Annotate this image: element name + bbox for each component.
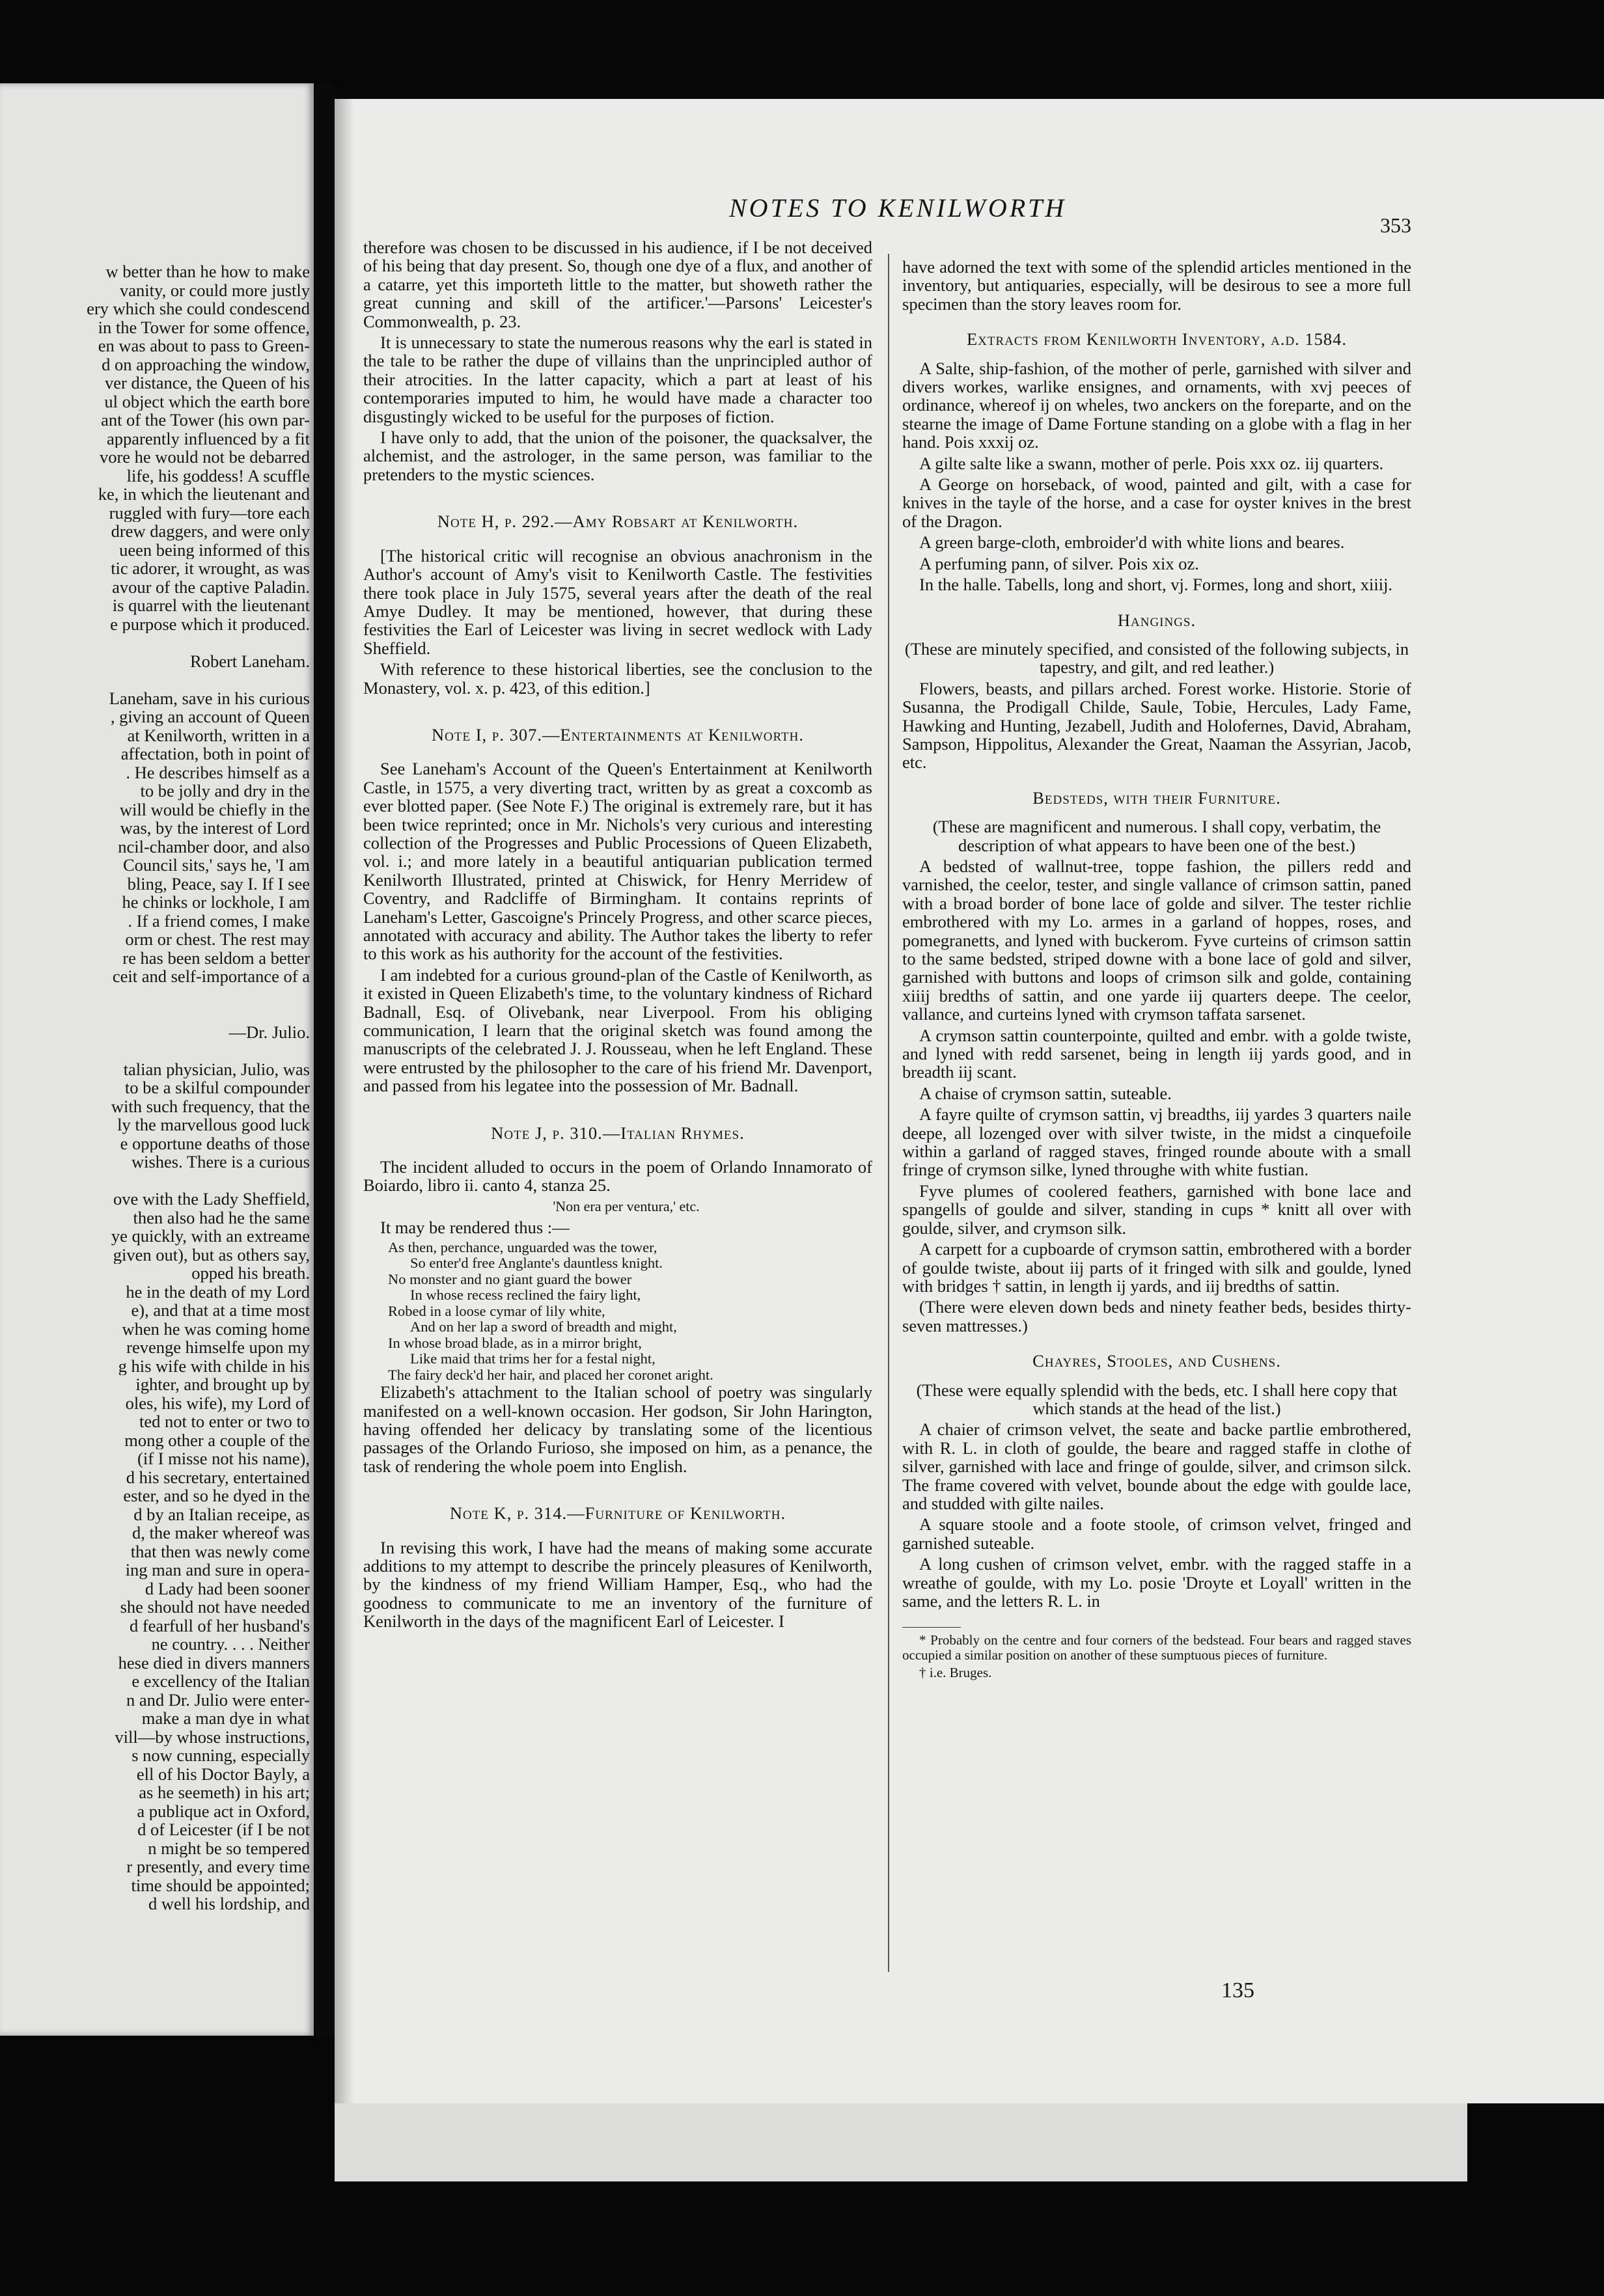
item-flowers: Flowers, beasts, and pillars arched. Forest worke. Historie. Storie of Susanna, the Prodigall Childe, Saule, Tobie, Hercules, Lady Fame, Hawking and Hunting, Jezabell, Judith and Holofernes, David, Abraham, Sampson, Hippolitus, Alexander the Great, Naaman the Assyrian, Jacob, etc.: [902, 678, 1411, 772]
left-page-line: ceit and self-importance of a: [112, 967, 310, 986]
left-page-line: talian physician, Julio, was: [123, 1059, 310, 1078]
heading-note-h: Note H, p. 292.—Amy Robsart at Kenilworth.: [437, 512, 799, 532]
left-page-line: [0, 633, 314, 652]
paragraph-intro: therefore was chosen to be discussed in his audience, if I be not deceived of his being that day present. So, though one dye of a flux, and another of a catarre, yet this importeth little to the matter, but showeth rather the great cunning and skill of the artificer.'—Parsons' Leicester's Commonwealth, p. 23.: [363, 238, 872, 331]
left-page-line: vill—by whose instructions,: [115, 1727, 310, 1746]
left-page-line: [0, 670, 314, 689]
left-page-line: [0, 1041, 314, 1060]
left-page-line: e excellency of the Italian: [131, 1672, 310, 1691]
verse-line: And on her lap a sword of breadth and might,: [410, 1319, 677, 1335]
note-beds-count: (There were eleven down beds and ninety feather beds, besides thirty-seven mattresses.): [902, 1297, 1411, 1335]
left-page-line: ighter, and brought up by: [135, 1375, 310, 1394]
left-page-line: —Dr. Julio.: [228, 1022, 310, 1041]
item-barge-cloth: A green barge-cloth, embroider'd with white lions and beares.: [919, 532, 1345, 553]
left-page-line: make a man dye in what: [141, 1709, 310, 1728]
left-page-line: (if I misse not his name),: [137, 1449, 310, 1468]
left-page-line: [0, 1004, 314, 1023]
left-page-line: time should be appointed;: [131, 1876, 310, 1894]
left-page-line: [0, 1171, 314, 1190]
note-hangings: (These are minutely specified, and consisted of the following subjects, in tapestry, and gilt, and red leather.): [904, 638, 1409, 677]
column-rule: [888, 254, 889, 1972]
left-page-line: apparently influenced by a fit: [107, 429, 310, 448]
left-page-line: Laneham, save in his curious: [109, 689, 310, 707]
item-chaise: A chaise of crymson sattin, suteable.: [919, 1083, 1172, 1103]
left-page-line: to be jolly and dry in the: [140, 782, 310, 800]
left-page-line: with such frequency, that the: [111, 1097, 310, 1115]
footnote-rule: [902, 1627, 961, 1628]
left-page-line: bling, Peace, say I. If I see: [127, 874, 310, 893]
left-page-line: that then was newly come: [130, 1542, 310, 1561]
verse-line: In whose broad blade, as in a mirror bright,: [388, 1334, 642, 1351]
left-page-line: d well his lordship, and: [148, 1894, 310, 1913]
left-page-line: was, by the interest of Lord: [120, 819, 310, 838]
left-page-line: she should not have needed: [120, 1598, 310, 1617]
verse-line: The fairy deck'd her hair, and placed her coronet aright.: [388, 1366, 713, 1383]
paragraph-addition: I have only to add, that the union of the poisoner, the quacksalver, the alchemist, and the astrologer, in the same person, was familiar to the pretenders to the mystic sciences.: [363, 428, 872, 484]
left-page-line: re has been seldom a better: [122, 948, 310, 967]
left-page-line: revenge himselfe upon my: [126, 1338, 310, 1357]
left-page-line: Robert Laneham.: [190, 651, 310, 670]
left-page-line: given out), but as others say,: [113, 1245, 310, 1264]
left-page-line: then also had he the same: [133, 1208, 310, 1227]
left-page-line: is quarrel with the lieutenant: [112, 596, 310, 615]
page-number: 353: [1380, 213, 1411, 237]
left-page-line: ester, and so he dyed in the: [123, 1486, 310, 1505]
footnote-1: * Probably on the centre and four corners of the bedstead. Four bears and ragged staves occupied a similar position on another of these sumptuous pieces of furniture.: [902, 1632, 1411, 1663]
paragraph-unnecessary: It is unnecessary to state the numerous reasons why the earl is stated in the tale to be rather the dupe of villains than the unprincipled author of their atrocities. In the latter capacity, which a part at least of his contemporaries imputed to him, he would have made a character too disgustingly wicked to be useful for the purposes of fiction.: [363, 333, 872, 426]
left-page-line: he in the death of my Lord: [126, 1282, 310, 1301]
left-page-line: ul object which the earth bore: [104, 392, 310, 411]
heading-extracts: Extracts from Kenilworth Inventory, a.d. 1584.: [966, 329, 1348, 349]
verse-line: Robed in a loose cymar of lily white,: [388, 1302, 605, 1319]
signature-number: 135: [1221, 1978, 1254, 2002]
left-page-line: d by an Italian receipe, as: [133, 1505, 310, 1524]
item-perfuming-pann: A perfuming pann, of silver. Pois xix oz.: [919, 553, 1199, 573]
left-page-line: will would be chiefly in the: [119, 800, 310, 819]
left-page-line: tic adorer, it wrought, as was: [111, 559, 310, 578]
paragraph-note-j-2: It may be rendered thus :—: [380, 1218, 570, 1238]
left-page-line: [0, 986, 314, 1005]
left-page-line: hese died in divers manners: [118, 1653, 310, 1672]
column-left: [363, 238, 872, 1633]
left-page-line: he chinks or lockhole, I am: [122, 893, 310, 912]
left-page-line: opped his breath.: [191, 1264, 310, 1283]
heading-hangings: Hangings.: [1117, 610, 1196, 630]
item-salte: A Salte, ship-fashion, of the mother of perle, garnished with silver and divers workes, warlike ensignes, and ornaments, with xvj peeces of ordinance, whereof ij on wheles, two anckers on the foreparte, and on the stearne the image of Dame Fortune standing on a globe with a flag in her hand. Pois xxxij oz.: [902, 358, 1411, 452]
left-page-line: w better than he how to make: [105, 262, 310, 281]
paragraph-note-h-1: [The historical critic will recognise an obvious anachronism in the Author's account of Amy's visit to Kenilworth Castle. The festivities there took place in July 1575, several years after the death of the real Amye Dudley. It may be mentioned, however, that during these festivities the Earl of Leicester was living in secret wedlock with Lady Sheffield.: [363, 545, 872, 658]
paragraph-note-i-1: See Laneham's Account of the Queen's Entertainment at Kenilworth Castle, in 1575, a very diverting tract, written by as great a coxcomb as ever blotted paper. (See Note F.) The original is extremely rare, but it has been twice reprinted; once in Mr. Nichols's very curious and interesting collection of the Progresses and Public Processions of Queen Elizabeth, vol. i.; and more lately in a beautiful antiquarian publication termed Kenilworth Illustrated, printed at Chiswick, for Henry Merridew of Coventry, and Radcliffe of Birmingham. It contains reprints of Laneham's Letter, Gascoigne's Princely Progress, and other scarce pieces, annotated with accuracy and ability. The Author takes the liberty to refer to this work as his authority for the account of the festivities.: [363, 759, 872, 964]
paragraph-note-k-1: In revising this work, I have had the means of making some accurate additions to my attempt to describe the princely pleasures of Kenilworth, by the kindness of my friend William Hamper, Esq., who had the goodness to communicate to me an inventory of the furniture of Kenilworth in the days of the magnificent Earl of Leicester. I: [363, 1537, 872, 1632]
note-chayres: (These were equally splendid with the beds, etc. I shall here copy that which stands at the head of the list.): [916, 1380, 1398, 1418]
left-page-line: r presently, and every time: [126, 1857, 310, 1876]
left-page-line: ye quickly, with an extreame: [111, 1227, 310, 1246]
left-page-line: d his secretary, entertained: [126, 1468, 310, 1486]
left-page-line: vanity, or could more justly: [120, 280, 310, 299]
left-page-line: ueen being informed of this: [119, 540, 310, 559]
left-page-text: [0, 262, 314, 1913]
heading-note-i: Note I, p. 307.—Entertainments at Kenilworth.: [432, 724, 804, 745]
left-page-line: g his wife with childe in his: [118, 1356, 310, 1375]
left-page-line: ver distance, the Queen of his: [105, 374, 310, 392]
left-page-line: ke, in which the lieutenant and: [98, 485, 310, 504]
left-page-line: orm or chest. The rest may: [125, 930, 310, 949]
verse-line: Like maid that trims her for a festal night,: [410, 1350, 656, 1367]
verse-block: [388, 1240, 872, 1384]
left-page-line: ruggled with fury—tore each: [109, 503, 310, 522]
left-page-line: d of Leicester (if I be not: [137, 1820, 310, 1839]
left-page-line: oles, his wife), my Lord of: [125, 1393, 310, 1412]
heading-note-k: Note K, p. 314.—Furniture of Kenilworth.: [449, 1503, 786, 1524]
left-page-line: at Kenilworth, written in a: [127, 726, 310, 745]
item-george: A George on horseback, of wood, painted and gilt, with a case for knives in the tayle of the horse, and a case for oyster knives in the brest of the Dragon.: [902, 474, 1411, 531]
left-page-line: as he seemeth) in his art;: [139, 1783, 310, 1802]
left-page-line: mong other a couple of the: [124, 1430, 310, 1449]
left-page-line: e purpose which it produced.: [110, 614, 310, 633]
left-page-line: ell of his Doctor Bayly, a: [136, 1764, 310, 1783]
paragraph-note-j-3: Elizabeth's attachment to the Italian school of poetry was singularly manifested on a well-known occasion. Her godson, Sir John Harington, having offended her delicacy by translating some of the licentious passages of the Orlando Furioso, she imposed on him, as a penance, the task of rendering the whole poem into English.: [363, 1382, 872, 1476]
left-page-line: ery which she could condescend: [87, 299, 310, 318]
left-page-line: when he was coming home: [122, 1319, 310, 1338]
left-page-line: . If a friend comes, I make: [128, 911, 310, 930]
left-page-line: a publique act in Oxford,: [137, 1801, 310, 1820]
page-bottom-edge: [335, 2103, 1467, 2181]
heading-bedsteds: Bedsteds, with their Furniture.: [1032, 787, 1281, 808]
left-page-line: affectation, both in point of: [120, 745, 310, 763]
running-head: NOTES TO KENILWORTH: [729, 193, 1067, 223]
left-page-line: en was about to pass to Green-: [98, 336, 310, 355]
left-page-line: n and Dr. Julio were enter-: [126, 1690, 310, 1709]
paragraph-note-j-1: The incident alluded to occurs in the poem of Orlando Innamorato of Boiardo, libro ii. canto 4, stanza 25.: [363, 1157, 872, 1196]
heading-note-j: Note J, p. 310.—Italian Rhymes.: [491, 1123, 745, 1143]
left-page-line: ted not to enter or two to: [139, 1412, 310, 1431]
page-edge-shadow: [335, 99, 354, 2103]
left-page-line: in the Tower for some offence,: [98, 318, 310, 336]
item-bedsted: A bedsted of wallnut-tree, toppe fashion, the pillers redd and varnished, the ceelor, tester, and single vallance of crimson sattin, paned with a broad border of bone lace of golde and silver. The tester richlie embrothered with my Lo. armes in a garland of hoppes, roses, and pomegranetts, and lyned with buckerom. Fyve curteins of crimson sattin to the same bedsted, striped downe with a bone lace of gold and silver, garnished with buttons and loops of crimson silk and golde, containing xiiij bredths of sattin, and one yarde iij quarters deepe. The ceelor, vallance, and curteins lyned with crymson taffata sarsenet.: [902, 856, 1411, 1024]
left-page-line: ncil-chamber door, and also: [118, 837, 310, 856]
heading-chayres: Chayres, Stooles, and Cushens.: [1032, 1351, 1281, 1371]
quote-note-j: 'Non era per ventura,' etc.: [553, 1197, 700, 1214]
left-page-line: d fearfull of her husband's: [129, 1616, 310, 1635]
left-page-line: ne country. . . . Neither: [151, 1635, 310, 1654]
left-page-line: n might be so tempered: [148, 1838, 310, 1857]
left-page-line: drew daggers, and were only: [111, 522, 310, 541]
left-page-line: . He describes himself as a: [126, 763, 310, 782]
left-page-line: d, the maker whereof was: [132, 1524, 310, 1542]
item-halle: In the halle. Tabells, long and short, vj. Formes, long and short, xiiij.: [919, 575, 1393, 595]
column-right: [902, 258, 1411, 1683]
paragraph-note-i-2: I am indebted for a curious ground-plan of the Castle of Kenilworth, as it existed in Queen Elizabeth's time, to the voluntary kindness of Richard Badnall, Esq. of Olivebank, near Liverpool. From his obliging communication, I learn that the original sketch was found among the manuscripts of the celebrated J. J. Rousseau, when he left England. These were entrusted by the philosopher to the care of his friend Mr. Davenport, and passed from his legatee into the possession of Mr. Badnall.: [363, 964, 872, 1096]
left-page-line: vore he would not be debarred: [99, 448, 310, 467]
left-page-line: avour of the captive Paladin.: [112, 577, 310, 596]
verse-line: As then, perchance, unguarded was the tower,: [388, 1238, 657, 1255]
verse-line: No monster and no giant guard the bower: [388, 1270, 632, 1287]
left-page-line: s now cunning, especially: [131, 1746, 310, 1765]
left-page-line: , giving an account of Queen: [110, 707, 310, 726]
paragraph-continued: have adorned the text with some of the splendid articles mentioned in the inventory, but antiquaries, especially, will be desirous to see a more full specimen than the story leaves room for.: [902, 257, 1411, 314]
left-page: [0, 83, 314, 2036]
left-page-line: d on approaching the window,: [102, 355, 310, 374]
left-page-line: ove with the Lady Sheffield,: [113, 1190, 310, 1209]
item-plumes: Fyve plumes of coolered feathers, garnished with bone lace and spangells of goulde and silver, standing in cups * knitt all over with goulde, silver, and crymson silk.: [902, 1181, 1411, 1238]
item-carpett: A carpett for a cupboarde of crymson sattin, embrothered with a border of goulde twiste, about iij parts of it fringed with silk and goulde, lyned with bridges † sattin, in length ij yards, and iij bredths of sattin.: [902, 1239, 1411, 1296]
left-page-line: to be a skilful compounder: [124, 1078, 310, 1097]
item-cushen: A long cushen of crimson velvet, embr. with the ragged staffe in a wreathe of goulde, with my Lo. posie 'Droyte et Loyall' written in the same, and the letters R. L. in: [902, 1554, 1411, 1611]
left-page-line: ant of the Tower (his own par-: [101, 411, 310, 430]
item-gilte-salte: A gilte salte like a swann, mother of perle. Pois xxx oz. iij quarters.: [919, 453, 1384, 473]
left-page-line: ly the marvellous good luck: [117, 1115, 310, 1134]
verse-line: So enter'd free Anglante's dauntless knight.: [410, 1255, 663, 1272]
paragraph-note-h-2: With reference to these historical liberties, see the conclusion to the Monastery, vol. x. p. 423, of this edition.]: [363, 659, 872, 698]
verse-line: In whose recess reclined the fairy light,: [410, 1287, 641, 1304]
left-page-line: d Lady had been sooner: [145, 1579, 310, 1598]
left-page-line: Council sits,' says he, 'I am: [122, 856, 310, 875]
footnote-2: † i.e. Bruges.: [919, 1665, 992, 1681]
item-stoole: A square stoole and a foote stoole, of crimson velvet, fringed and garnished suteable.: [902, 1514, 1411, 1553]
left-page-line: wishes. There is a curious: [131, 1153, 310, 1171]
item-counterpointe: A crymson sattin counterpointe, quilted and embr. with a golde twiste, and lyned with redd sarsenet, being in length iij yards good, and in breadth iij scant.: [902, 1025, 1411, 1082]
item-chaier: A chaier of crimson velvet, the seate and backe partlie embrothered, with R. L. in cloth of goulde, the beare and ragged staffe in clothe of silver, garnished with lace and fringe of goulde, silver, and crimson silck. The frame covered with velvet, bounde about the edge with goulde lace, and studded with gilte nailes.: [902, 1419, 1411, 1513]
left-page-line: e), and that at a time most: [131, 1301, 310, 1320]
note-bedsteds: (These are magnificent and numerous. I shall copy, verbatim, the description of what appears to have been one of the best.): [932, 817, 1381, 855]
book-gutter: [314, 85, 335, 2037]
left-page-line: ing man and sure in opera-: [125, 1561, 310, 1579]
item-quilte: A fayre quilte of crymson sattin, vj breadths, iij yardes 3 quarters naile deepe, all lozenged over with silver twiste, in the midst a cinquefoile within a garland of ragged staves, fringed rounde aboute with a small fringe of crymson silke, lyned throughe with white fustian.: [902, 1104, 1411, 1180]
left-page-line: life, his goddess! A scuffle: [126, 466, 310, 485]
left-page-line: e opportune deaths of those: [120, 1134, 310, 1153]
